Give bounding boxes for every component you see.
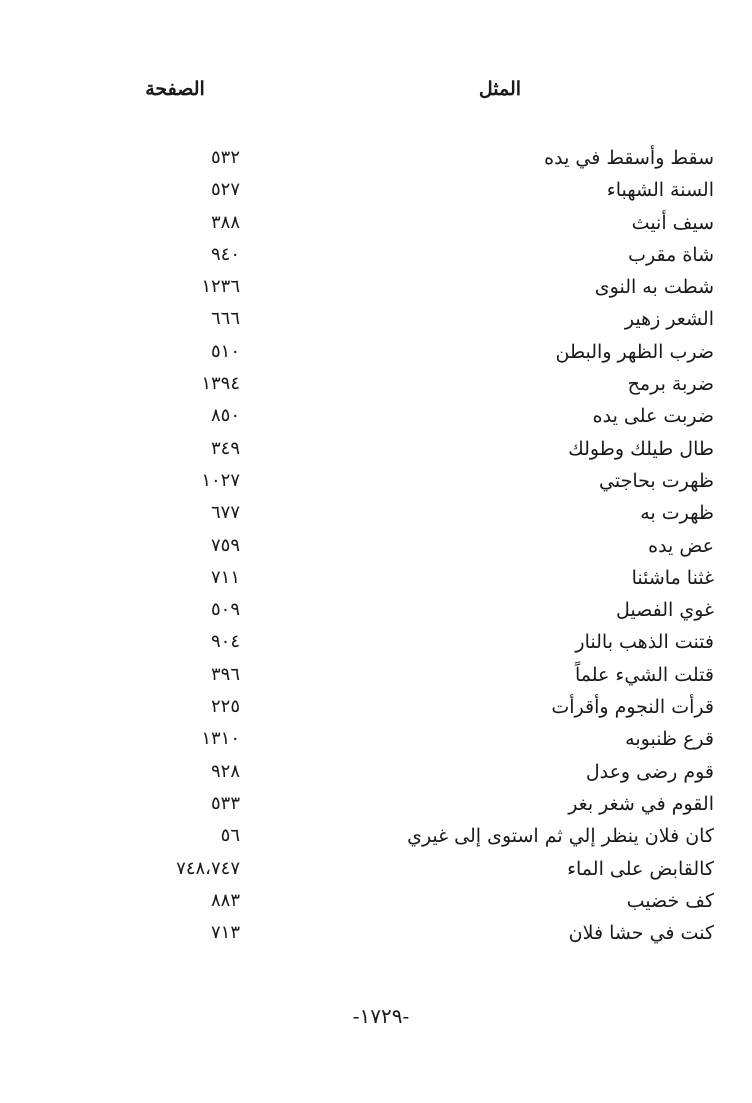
proverb-text: ضرب الظهر والبطن [555, 340, 714, 363]
list-item [0, 240, 752, 272]
proverb-text: القوم في شغر بغر [568, 792, 714, 815]
list-item [0, 337, 752, 369]
proverb-text: عض يده [648, 534, 714, 557]
proverb-text: كان فلان ينظر إلي ثم استوى إلى غيري [407, 825, 714, 848]
proverb-text: ضربت على يده [592, 405, 714, 428]
proverb-text: طال طيلك وطولك [568, 437, 714, 460]
proverb-index-list [0, 143, 752, 950]
page-reference: ٧٤٨،٧٤٧ [176, 857, 240, 879]
proverb-text: السنة الشهباء [606, 179, 714, 202]
page-reference: ٨٥٠ [210, 405, 240, 427]
proverb-text: كنت في حشا فلان [568, 922, 714, 945]
list-item [0, 757, 752, 789]
list-item [0, 434, 752, 466]
list-item [0, 627, 752, 659]
list-item [0, 918, 752, 950]
page-reference: ٣٩٦ [210, 663, 240, 685]
page-reference: ٧١٣ [210, 922, 240, 944]
list-item [0, 498, 752, 530]
list-item [0, 595, 752, 627]
list-item [0, 886, 752, 918]
proverb-text: شطت به النوى [594, 276, 714, 299]
list-item [0, 660, 752, 692]
proverb-text: ظهرت به [640, 502, 714, 525]
proverb-text: قرأت النجوم وأقرأت [551, 696, 714, 719]
list-item [0, 563, 752, 595]
proverb-text: كالقابض على الماء [567, 857, 714, 880]
page-reference: ٧١١ [210, 566, 240, 588]
list-item [0, 401, 752, 433]
proverb-text: الشعر زهير [624, 308, 714, 331]
page-reference: ٧٥٩ [210, 534, 240, 556]
page-reference: ٦٦٦ [210, 308, 240, 330]
proverb-text: غوي الفصيل [616, 599, 714, 622]
page-reference: ٥٦ [220, 825, 240, 847]
page-reference: ٥٣٢ [210, 147, 240, 168]
list-item [0, 466, 752, 498]
page-reference: ١٢٣٦ [201, 276, 240, 298]
page-reference: ٢٢٥ [210, 696, 240, 718]
proverb-text: شاة مقرب [628, 243, 714, 266]
table-header [0, 76, 752, 106]
page-reference: ٣٨٨ [210, 211, 240, 233]
proverb-text: قوم رضى وعدل [585, 760, 714, 783]
proverb-text: قرع ظنبوبه [625, 728, 714, 751]
page-number: -١٧٢٩- [352, 1004, 410, 1028]
page-reference: ٥٢٧ [210, 179, 240, 201]
page-reference: ١٣١٠ [201, 728, 240, 750]
proverb-text: كف خضيب [626, 889, 714, 912]
proverb-text: سيف أنيث [631, 211, 714, 234]
page-reference: ١٠٢٧ [201, 469, 240, 491]
page-column-heading: الصفحة [145, 78, 205, 100]
list-item [0, 175, 752, 207]
page-reference: ٥٣٣ [210, 792, 240, 814]
page-reference: ٣٤٩ [210, 437, 240, 459]
page-reference: ٩٢٨ [210, 760, 240, 782]
list-item [0, 821, 752, 853]
list-item [0, 208, 752, 240]
page-reference: ٥٠٩ [210, 599, 240, 621]
proverb-text: قتلت الشيء علماً [574, 663, 714, 686]
proverb-text: سقط وأسقط في يده [544, 147, 714, 169]
page-reference: ٩٤٠ [210, 243, 240, 265]
proverb-column-heading: المثل [478, 78, 522, 100]
list-item [0, 789, 752, 821]
list-item [0, 531, 752, 563]
page-reference: ١٣٩٤ [201, 373, 240, 395]
list-item [0, 692, 752, 724]
list-item [0, 369, 752, 401]
page-reference: ٦٧٧ [210, 502, 240, 524]
proverb-text: فتنت الذهب بالنار [575, 631, 714, 654]
page-footer [0, 1002, 752, 1032]
list-item [0, 304, 752, 336]
list-item [0, 854, 752, 886]
page-reference: ٨٨٣ [210, 889, 240, 911]
list-item [0, 143, 752, 175]
page-reference: ٩٠٤ [210, 631, 240, 653]
proverb-text: ضربة برمح [627, 373, 714, 396]
proverb-text: غثنا ماشئنا [631, 566, 714, 589]
page-reference: ٥١٠ [210, 340, 240, 362]
proverb-text: ظهرت بحاجتي [599, 469, 714, 492]
list-item [0, 724, 752, 756]
list-item [0, 272, 752, 304]
